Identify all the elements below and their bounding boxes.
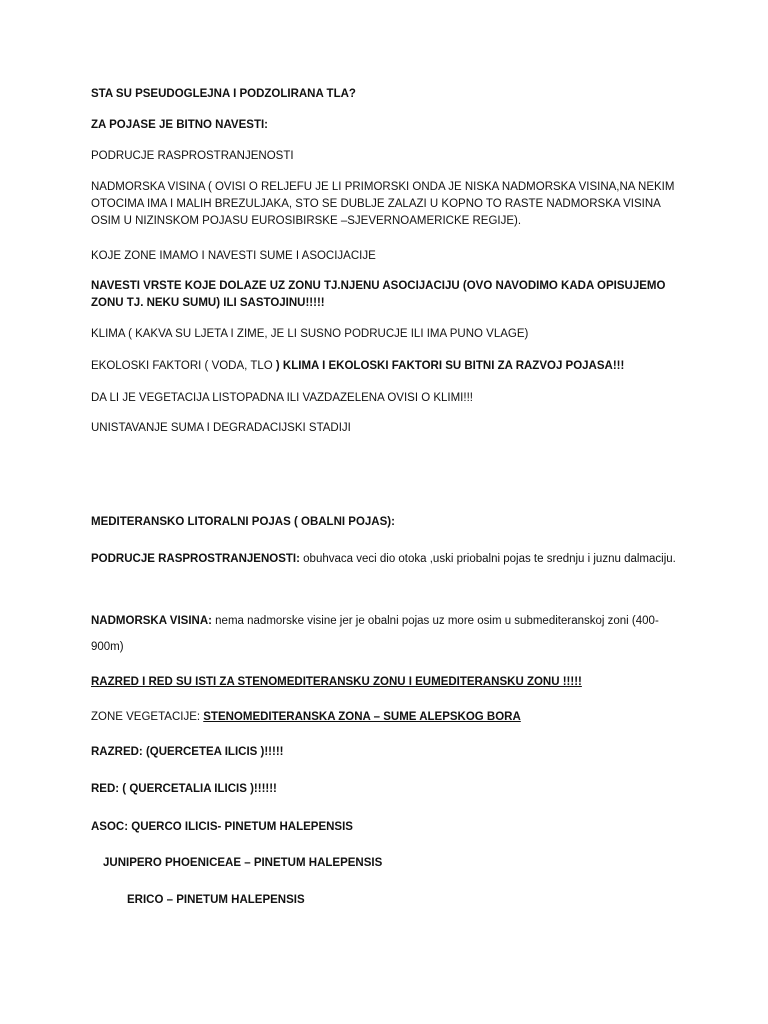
doc-title: STA SU PSEUDOGLEJNA I PODZOLIRANA TLA? bbox=[91, 88, 356, 100]
section-heading: MEDITERANSKO LITORALNI POJAS ( OBALNI POJAS): bbox=[91, 516, 395, 528]
doc-subtitle: ZA POJASE JE BITNO NAVESTI: bbox=[91, 119, 268, 131]
area-text: obuhvaca veci dio otoka ,uski priobalni pojas te srednju i juznu dalmaciju. bbox=[299, 553, 676, 565]
list-item: UNISTAVANJE SUMA I DEGRADACIJSKI STADIJI bbox=[91, 422, 351, 434]
eko-normal-text: EKOLOSKI FAKTORI ( VODA, TLO bbox=[91, 360, 276, 372]
zone-value: STENOMEDITERANSKA ZONA – SUME ALEPSKOG BORA bbox=[203, 711, 521, 723]
altitude-text: nema nadmorske visine jer je obalni pojas uz more osim u submediteranskoj zoni (400-900m) bbox=[91, 615, 659, 653]
eko-bold-text: ) KLIMA I EKOLOSKI FAKTORI SU BITNI ZA RAZVOJ POJASA!!! bbox=[275, 360, 625, 372]
red-line: RED: ( QUERCETALIA ILICIS )!!!!!! bbox=[91, 783, 277, 795]
area-paragraph bbox=[91, 546, 681, 573]
section-note: RAZRED I RED SU ISTI ZA STENOMEDITERANSKU ZONU I EUMEDITERANSKU ZONU !!!!! bbox=[91, 676, 582, 688]
asoc-line: JUNIPERO PHOENICEAE – PINETUM HALEPENSIS bbox=[103, 857, 383, 869]
list-item: NAVESTI VRSTE KOJE DOLAZE UZ ZONU TJ.NJENU ASOCIJACIJU (OVO NAVODIMO KADA OPISUJEMO ZONU TJ. NEKU SUMU) ILI SASTOJINU!!!!! bbox=[91, 280, 666, 309]
area-label: PODRUCJE RASPROSTRANJENOSTI: bbox=[91, 553, 300, 565]
list-item-eko bbox=[91, 358, 681, 375]
list-item: PODRUCJE RASPROSTRANJENOSTI bbox=[91, 150, 294, 162]
zone-label: ZONE VEGETACIJE: bbox=[91, 711, 204, 723]
list-item: KLIMA ( KAKVA SU LJETA I ZIME, JE LI SUSNO PODRUCJE ILI IMA PUNO VLAGE) bbox=[91, 328, 529, 340]
asoc-line: ERICO – PINETUM HALEPENSIS bbox=[127, 894, 305, 906]
zone-line bbox=[91, 709, 681, 726]
razred-line: RAZRED: (QUERCETEA ILICIS )!!!!! bbox=[91, 746, 284, 758]
altitude-label: NADMORSKA VISINA: bbox=[91, 615, 212, 627]
altitude-paragraph bbox=[91, 608, 681, 660]
list-item: DA LI JE VEGETACIJA LISTOPADNA ILI VAZDAZELENA OVISI O KLIMI!!! bbox=[91, 392, 473, 404]
asoc-line: ASOC: QUERCO ILICIS- PINETUM HALEPENSIS bbox=[91, 821, 353, 833]
list-item: NADMORSKA VISINA ( OVISI O RELJEFU JE LI PRIMORSKI ONDA JE NISKA NADMORSKA VISINA,NA NEKIM OTOCIMA IMA I MALIH BREZULJAKA, STO SE DUBLJE ZALAZI U KOPNO TO RASTE NADMORSKA VISINA OSIM U NIZINSKOM POJASU EUROSIBIRSKE –SJEVERNOAMERICKE REGIJE). bbox=[91, 181, 675, 227]
list-item: KOJE ZONE IMAMO I NAVESTI SUME I ASOCIJACIJE bbox=[91, 250, 376, 262]
